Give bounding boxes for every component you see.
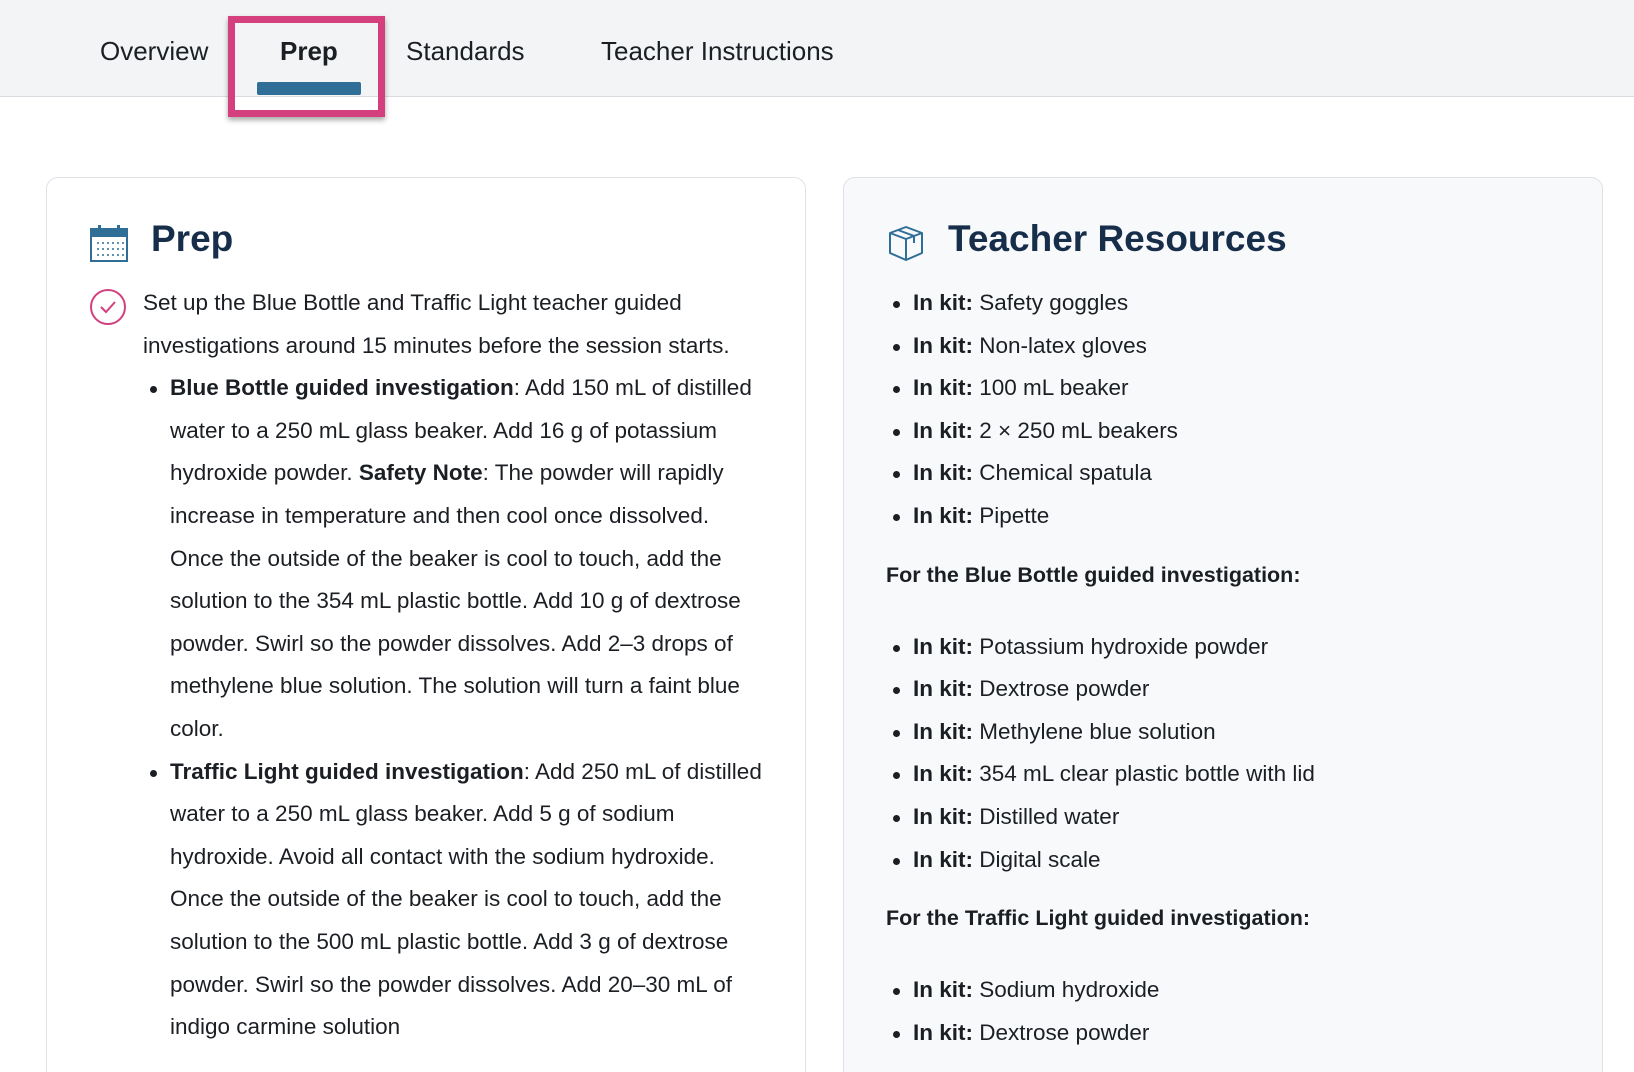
kit-label: In kit:	[913, 761, 973, 787]
prep-title: Prep	[151, 218, 234, 259]
list-item	[886, 839, 1566, 882]
prep-body	[143, 282, 763, 1049]
item-text: Safety goggles	[979, 290, 1129, 315]
item-text: Sodium hydroxide	[979, 977, 1160, 1003]
item-text: Non-latex gloves	[979, 332, 1147, 358]
list-item	[886, 796, 1566, 839]
list-item	[886, 711, 1566, 754]
list-item	[886, 367, 1566, 410]
list-item	[886, 410, 1566, 453]
item-text: 2 × 250 mL beakers	[979, 417, 1178, 443]
list-item	[886, 626, 1566, 669]
list-item	[886, 452, 1566, 495]
kit-label: In kit:	[913, 846, 973, 872]
kit-label: In kit:	[913, 290, 973, 315]
kit-label: In kit:	[913, 332, 973, 358]
item-text: 100 mL beaker	[979, 375, 1129, 401]
resources-traffic-light-list	[886, 969, 1566, 1054]
item-text: Dextrose powder	[979, 1019, 1150, 1045]
item-text: Pipette	[979, 502, 1050, 528]
item-text: Chemical spatula	[979, 460, 1152, 486]
kit-label: In kit:	[913, 460, 973, 486]
check-circle-icon	[89, 288, 127, 326]
kit-label: In kit:	[913, 676, 973, 702]
kit-label: In kit:	[913, 417, 973, 443]
list-item	[886, 1012, 1566, 1055]
kit-label: In kit:	[913, 375, 973, 401]
tab-standards[interactable]: Standards	[406, 36, 525, 66]
item-text: Potassium hydroxide powder	[979, 633, 1269, 659]
prep-intro: Set up the Blue Bottle and Traffic Light teacher guided investigations around 15 minutes before the session starts.	[143, 290, 730, 358]
list-item	[886, 969, 1566, 1012]
kit-label: In kit:	[913, 633, 973, 659]
blue-bottle-text: : Add 150 mL of distilled water to a 250 mL glass beaker. Add 16 g of potassium hydroxide powder.	[170, 375, 752, 486]
resources-general-list	[886, 282, 1566, 538]
list-item	[886, 753, 1566, 796]
kit-label: In kit:	[913, 718, 973, 744]
resources-blue-bottle-list	[886, 626, 1566, 882]
resources-body	[886, 282, 1566, 1054]
blue-bottle-text-2: : The powder will rapidly increase in temperature and then cool once dissolved. Once the outside of the beaker is cool to touch, add the solution to the 354 mL plastic bottle. Add 10 g of dextrose powder. Swirl so the powder dissolves. Add 2–3 drops of methylene blue solution. The solution will turn a faint blue color.	[170, 460, 741, 741]
kit-label: In kit:	[913, 502, 973, 528]
tab-prep[interactable]: Prep	[280, 36, 338, 66]
blue-bottle-label: Blue Bottle guided investigation	[170, 375, 514, 401]
prep-card	[46, 177, 806, 1072]
box-icon	[886, 223, 926, 263]
safety-note-label: Safety Note	[358, 460, 483, 486]
item-text: Dextrose powder	[979, 676, 1150, 702]
tab-overview[interactable]: Overview	[100, 36, 209, 66]
prep-steps-list	[143, 367, 763, 1049]
item-text: 354 mL clear plastic bottle with lid	[979, 761, 1315, 787]
list-item	[886, 282, 1566, 325]
calendar-icon	[89, 223, 129, 263]
teacher-resources-card	[843, 177, 1603, 1072]
active-tab-indicator	[257, 82, 361, 95]
item-text: Distilled water	[979, 803, 1120, 829]
tab-bar	[0, 0, 1634, 97]
blue-bottle-resources-heading: For the Blue Bottle guided investigation:	[886, 562, 1301, 587]
list-item	[886, 495, 1566, 538]
traffic-light-label: Traffic Light guided investigation	[170, 758, 524, 784]
traffic-light-resources-heading: For the Traffic Light guided investigation:	[886, 906, 1311, 931]
tab-teacher-instructions[interactable]: Teacher Instructions	[601, 36, 834, 66]
list-item	[886, 668, 1566, 711]
kit-label: In kit:	[913, 803, 973, 829]
kit-label: In kit:	[913, 977, 973, 1003]
item-text: Digital scale	[979, 846, 1101, 872]
traffic-light-text: : Add 250 mL of distilled water to a 250 mL glass beaker. Add 5 g of sodium hydroxide. Avoid all contact with the sodium hydroxide. Once the outside of the beaker is cool to touch, add the solution to the 500 mL plastic bottle. Add 3 g of dextrose powder. Swirl so the powder dissolves. Add 20–30 mL of indigo carmine solution	[170, 758, 762, 1040]
kit-label: In kit:	[913, 1019, 973, 1045]
list-item	[143, 751, 763, 1049]
list-item	[143, 367, 763, 750]
list-item	[886, 325, 1566, 368]
teacher-resources-title: Teacher Resources	[948, 218, 1287, 259]
item-text: Methylene blue solution	[979, 718, 1216, 744]
